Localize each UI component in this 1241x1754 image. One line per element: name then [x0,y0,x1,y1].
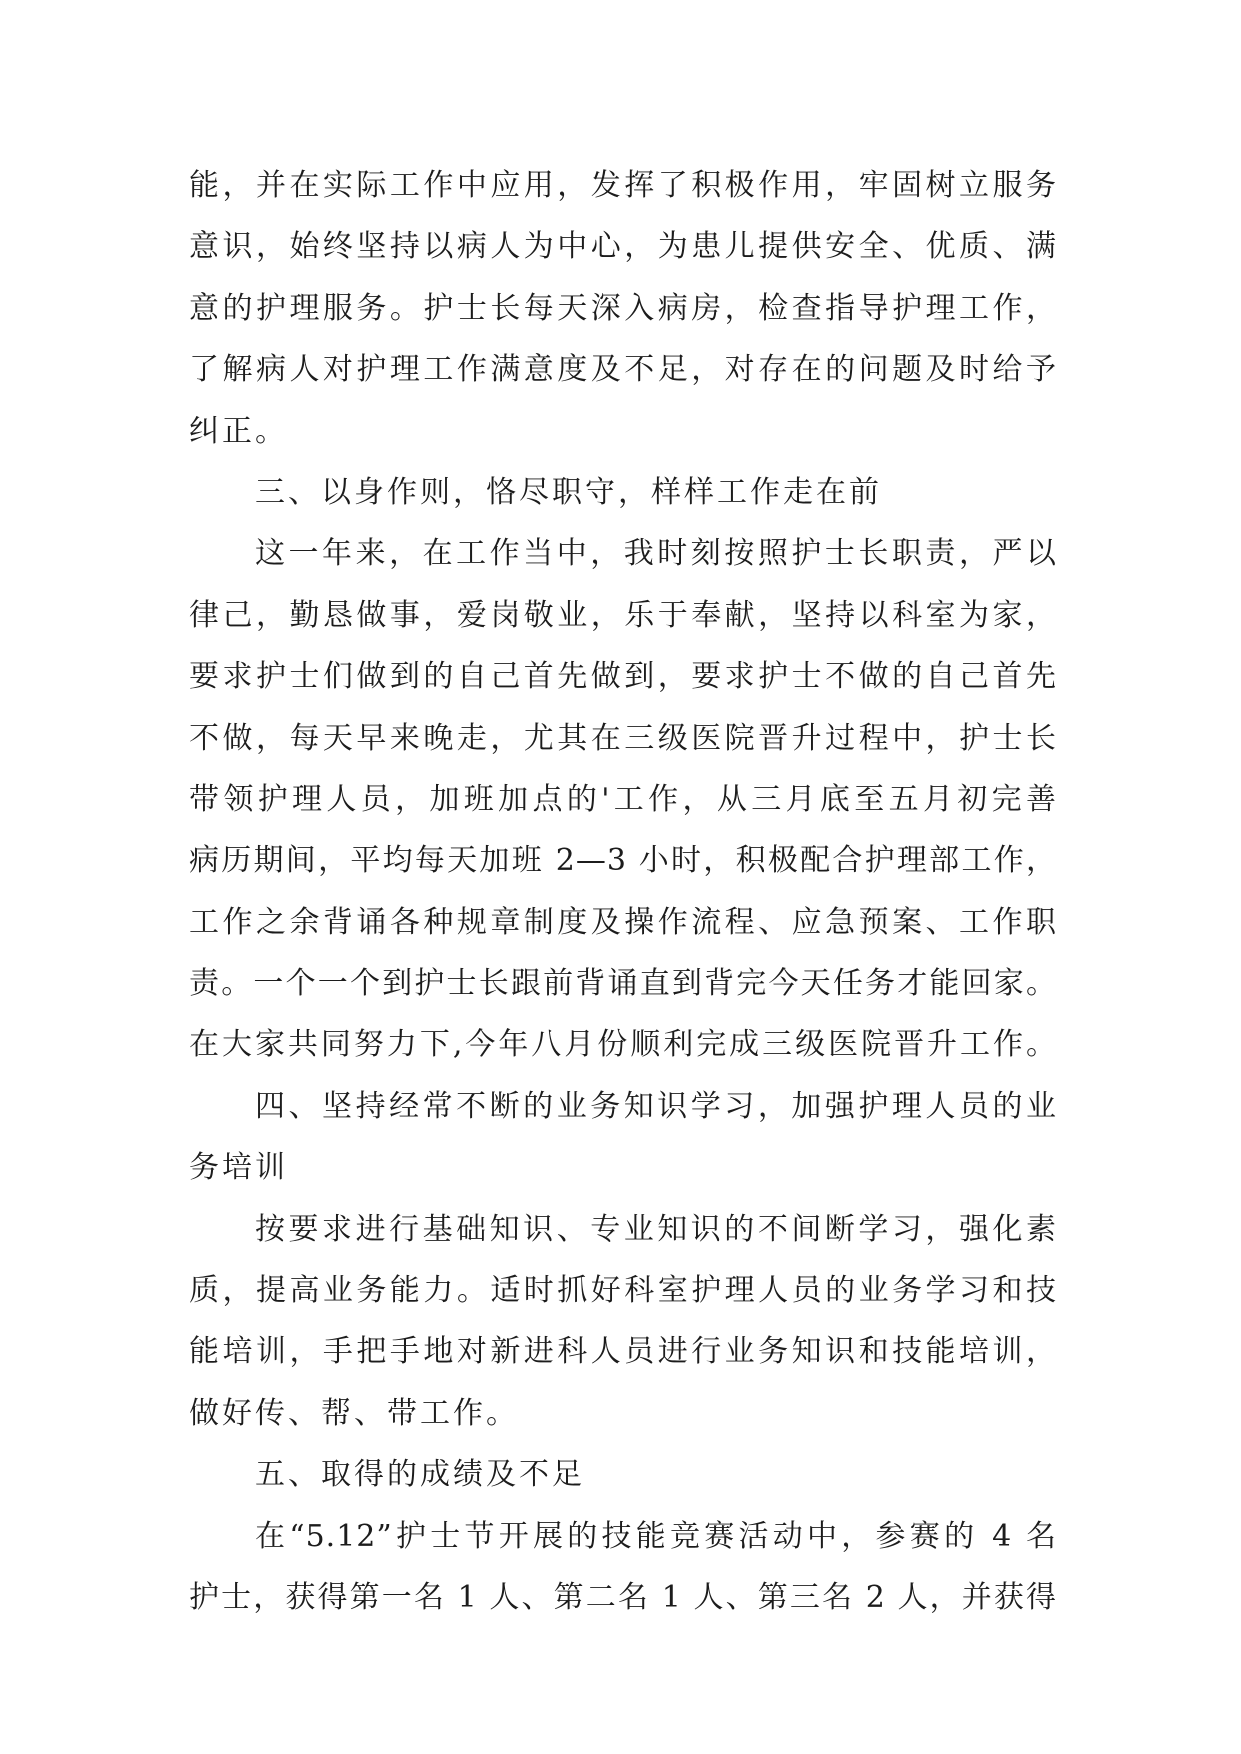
paragraph-line: 在“5.12”护士节开展的技能竞赛活动中，参赛的 4 名 [255,1518,1057,1554]
section-heading-line: 五、取得的成绩及不足 [255,1457,585,1493]
paragraph-line: 带领护理人员，加班加点的'工作，从三月底至五月初完善 [189,781,1057,817]
paragraph-line: 纠正。 [189,413,288,449]
paragraph-line: 在大家共同努力下,今年八月份顺利完成三级医院晋升工作。 [189,1027,1057,1063]
paragraph-line: 意识，始终坚持以病人为中心，为患儿提供安全、优质、满 [189,229,1057,265]
paragraph-line: 按要求进行基础知识、专业知识的不间断学习，强化素 [255,1211,1057,1247]
paragraph-line: 要求护士们做到的自己首先做到，要求护士不做的自己首先 [189,659,1057,695]
paragraph-line: 做好传、帮、带工作。 [189,1395,519,1431]
paragraph-line: 责。一个一个到护士长跟前背诵直到背完今天任务才能回家。 [189,966,1057,1002]
paragraph-line: 质，提高业务能力。适时抓好科室护理人员的业务学习和技 [189,1273,1057,1309]
paragraph-line: 能，并在实际工作中应用，发挥了积极作用，牢固树立服务 [189,168,1057,203]
paragraph-line: 了解病人对护理工作满意度及不足，对存在的问题及时给予 [189,352,1057,388]
paragraph-line: 律己，勤恳做事，爱岗敬业，乐于奉献，坚持以科室为家， [189,597,1057,633]
paragraph-line: 这一年来，在工作当中，我时刻按照护士长职责，严以 [255,536,1057,572]
paragraph-line: 意的护理服务。护士长每天深入病房，检查指导护理工作， [189,290,1057,326]
document-body [189,155,1057,1628]
paragraph-line: 能培训，手把手地对新进科人员进行业务知识和技能培训， [189,1334,1057,1370]
paragraph-line: 护士，获得第一名 1 人、第二名 1 人、第三名 2 人，并获得 [189,1579,1057,1615]
section-heading-line: 务培训 [189,1150,288,1186]
paragraph-line: 病历期间，平均每天加班 2—3 小时，积极配合护理部工作， [189,843,1057,879]
section-heading-line: 四、坚持经常不断的业务知识学习，加强护理人员的业 [255,1088,1057,1124]
paragraph-line: 不做，每天早来晚走，尤其在三级医院晋升过程中，护士长 [189,720,1057,756]
paragraph-line: 工作之余背诵各种规章制度及操作流程、应急预案、工作职 [189,904,1057,940]
section-heading-line: 三、以身作则，恪尽职守，样样工作走在前 [255,474,882,510]
